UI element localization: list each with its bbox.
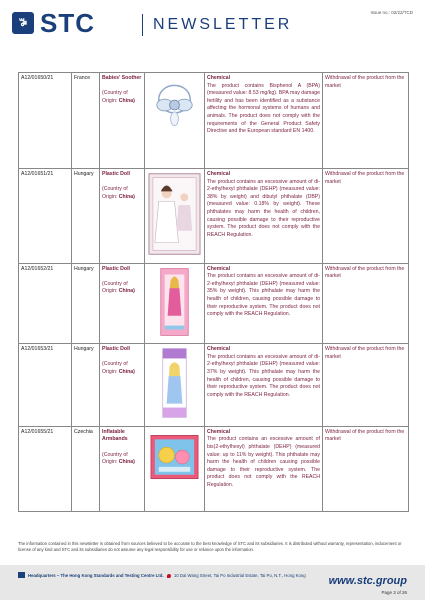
- product-image: [145, 169, 205, 264]
- risk-description: [205, 73, 323, 169]
- product-info: [100, 426, 145, 511]
- risk-description: [205, 263, 323, 344]
- notification-id: A12/01650/21: [19, 73, 72, 169]
- notifying-country: France: [72, 73, 100, 169]
- measures-taken: Withdrawal of the product from the market: [323, 426, 409, 511]
- stc-logo-mark: ꕅ: [12, 12, 34, 34]
- risk-description: [205, 169, 323, 264]
- building-icon: [18, 572, 25, 578]
- armbands-image: [147, 429, 202, 489]
- product-info: [100, 73, 145, 169]
- product-name: Inflatable Armbands: [102, 428, 128, 443]
- risk-text: The product contains Bisphenol A (BPA) (measured value: 8.53 mg/kg). BPA may damage fertility and has been identified as a substance affecting the hormonal systems of humans and animals. The product does not comply with the requirements of the General Product Safety Directive and the European standard EN 1400.: [207, 82, 320, 135]
- product-name: Plastic Doll: [102, 171, 130, 177]
- product-info: [100, 169, 145, 264]
- country-of-origin: (Country of Origin: China): [102, 280, 135, 295]
- product-image: [145, 426, 205, 511]
- product-name: Plastic Doll: [102, 265, 130, 272]
- product-name: Babies' Soother: [102, 75, 142, 81]
- notifying-country: Hungary: [72, 263, 100, 344]
- risk-type: Chemical: [207, 428, 231, 435]
- measures-taken: Withdrawal of the product from the market: [323, 263, 409, 344]
- notifying-country: Hungary: [72, 344, 100, 427]
- page-number: Page 3 of 26: [381, 590, 407, 595]
- product-name: Plastic Doll: [102, 346, 130, 353]
- location-pin-icon: [167, 574, 171, 578]
- country-of-origin: (Country of Origin: China): [102, 361, 135, 375]
- risk-type: Chemical: [207, 265, 231, 272]
- risk-type: Chemical: [207, 75, 231, 81]
- headquarters-info: [28, 573, 306, 578]
- page-header: [0, 0, 425, 50]
- notification-id: A12/01652/21: [19, 263, 72, 344]
- notification-id: A12/01655/21: [19, 426, 72, 511]
- soother-image: [147, 75, 202, 135]
- doll-box-image: [147, 171, 202, 257]
- product-info: [100, 344, 145, 427]
- doll-tube-image: [147, 346, 202, 420]
- recall-table: [18, 72, 409, 512]
- hq-address: 10 Dai Wang Street, Tai Po Industrial Estate, Tai Po, N.T., Hong Kong: [173, 573, 306, 578]
- risk-text: The product contains an excessive amount of di-2-ethylhexyl phthalate (DEHP) (measured value: 38% by weight) and dibutyl phthalate (DBP) (measured value: 0.18% by weight). These phthalates may harm the health of children, causing possible damage to their reproductive system. The product does not comply with the REACH Regulation.: [207, 178, 320, 238]
- disclaimer: The information contained in this newsletter is obtained from sources believed to be accurate to the best knowledge of STC and its subsidiaries. It is distributed without warranty, representation, inducement or license of any kind and STC and its subsidiaries do not assume any legal responsibility for use or reliance upon the information.: [18, 541, 402, 552]
- stc-logo-text: STC: [40, 8, 95, 38]
- table-row: [19, 169, 409, 264]
- risk-description: [205, 344, 323, 427]
- risk-type: Chemical: [207, 171, 231, 177]
- product-info: [100, 263, 145, 344]
- notifying-country: Czechia: [72, 426, 100, 511]
- risk-text: The product contains an excessive amount of di-2-ethylhexyl phthalate (DEHP) (measured value: 37% by weight). This phthalate may harm the health of children, causing possible damage to their reproductive system. The product does not comply with the REACH Regulation.: [207, 353, 320, 398]
- doll-pink-image: [147, 266, 202, 338]
- risk-text: The product contains an excessive amount of di-2-ethylhexyl phthalate (DEHP) (measured value: 35% by weight). This phthalate may harm the health of children, causing possible damage to their reproductive system. The product does not comply with the REACH Regulation.: [207, 273, 320, 318]
- measures-taken: Withdrawal of the product from the market: [323, 344, 409, 427]
- country-of-origin: (Country of Origin: China): [102, 451, 135, 466]
- notification-id: A12/01653/21: [19, 344, 72, 427]
- table-row: [19, 73, 409, 169]
- header-divider: [142, 14, 143, 36]
- table-row: [19, 344, 409, 427]
- risk-type: Chemical: [207, 346, 231, 353]
- notifying-country: Hungary: [72, 169, 100, 264]
- notification-id: A12/01651/21: [19, 169, 72, 264]
- country-of-origin: (Country of Origin: China): [102, 186, 135, 200]
- issue-number: Issue no.: 02/22/TCD: [370, 10, 413, 15]
- product-image: [145, 344, 205, 427]
- risk-text: The product contains an excessive amount of bis(2-ethylhexyl) phthalate (DEHP) (measured value: up to 11% by weight). This phthalate may harm the health of children causing possible damage to their reproductive system. The product does not comply with the REACH Regulation.: [207, 436, 320, 488]
- hq-label: Headquarters: [28, 573, 56, 578]
- website-link[interactable]: www.stc.group: [328, 575, 407, 587]
- table-row: [19, 426, 409, 511]
- product-image: [145, 73, 205, 169]
- measures-taken: Withdrawal of the product from the market: [323, 73, 409, 169]
- hq-company: – The Hong Kong Standards and Testing Centre Ltd.: [55, 573, 164, 578]
- newsletter-title: NEWSLETTER: [153, 16, 293, 33]
- country-of-origin: (Country of Origin: China): [102, 90, 135, 104]
- product-image: [145, 263, 205, 344]
- table-row: [19, 263, 409, 344]
- risk-description: [205, 426, 323, 511]
- measures-taken: Withdrawal of the product from the market: [323, 169, 409, 264]
